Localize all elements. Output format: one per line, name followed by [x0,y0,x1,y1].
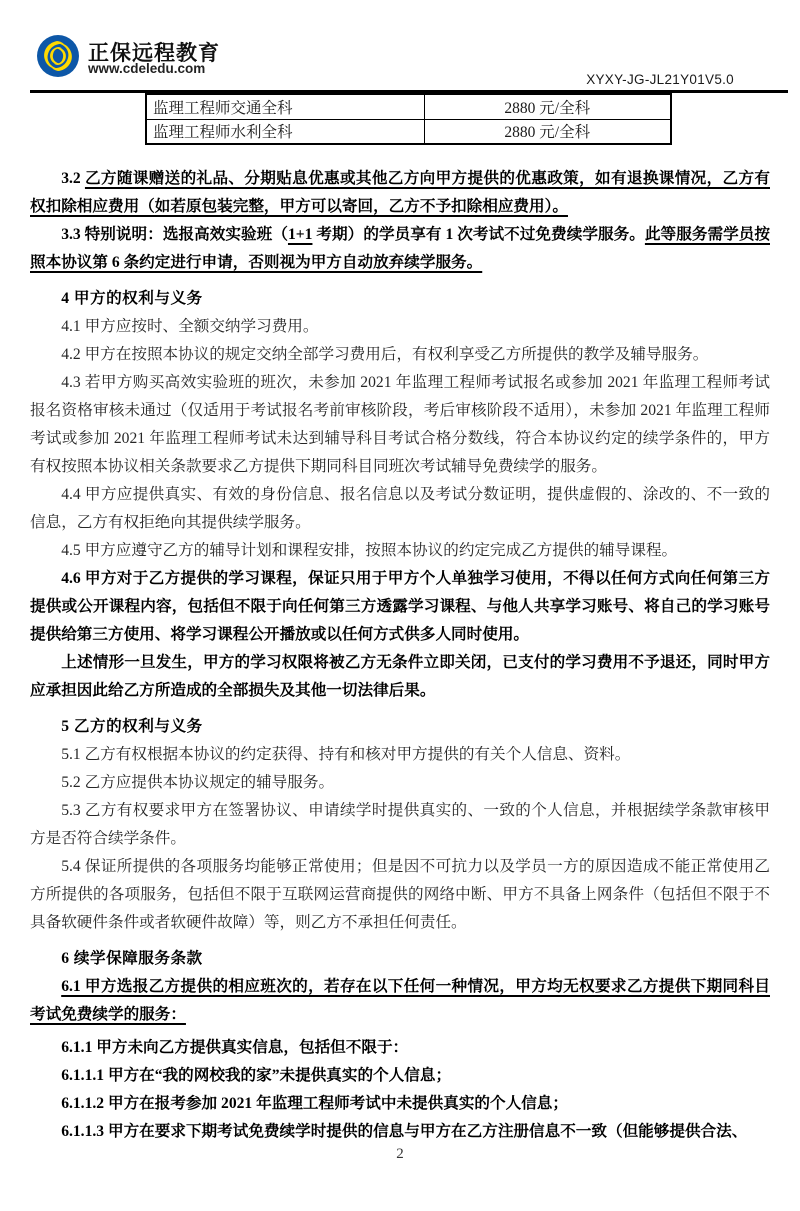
course-name-cell: 监理工程师水利全科 [146,119,424,144]
paragraph-4-3 [30,369,770,481]
paragraph-4-5 [30,537,770,565]
text-segment: 考期）的学员享有 1 次考试不过免费续学服务。 [312,226,645,243]
course-name-cell: 监理工程师交通全科 [146,94,424,119]
text-segment: 6 续学保障服务条款 [61,950,203,967]
text-segment: 6.1.1.1 甲方在“我的网校我的家”未提供真实的个人信息； [61,1067,452,1084]
doc-code: XYXY-JG-JL21Y01V5.0 [586,72,734,87]
underlined-text: 6.1 甲方选报乙方提供的相应班次的，若存在以下任何一种情况，甲方均无权要求乙方提供下期同科目考试免费续学的服务： [30,978,770,1023]
underlined-text: 此等服务需学员按照本协议第 6 条约定进行申请，否则视为甲方自动放弃续学服务。 [30,226,770,271]
text-segment: 4 甲方的权利与义务 [61,290,203,307]
paragraph-6-1 [30,973,770,1029]
text-segment: 4.6 甲方对于乙方提供的学习课程，保证只用于甲方个人单独学习使用，不得以任何方式向任何第三方提供或公开课程内容，包括但不限于向任何第三方透露学习课程、与他人共享学习账号、将自己的学习账号提供给第三方使用、将学习课程公开播放或以任何方式供多人同时使用。 [30,570,770,643]
paragraph-4-2 [30,341,770,369]
text-segment: 5 乙方的权利与义务 [61,718,203,735]
page-number: 2 [396,1146,404,1162]
underlined-text: 1+1 [287,226,313,243]
course-price-cell: 2880 元/全科 [424,119,671,144]
text-segment: 4.4 甲方应提供真实、有效的身份信息、报名信息以及考试分数证明，提供虚假的、涂改的、不一致的信息，乙方有权拒绝向其提供续学服务。 [30,486,770,531]
paragraph-heading-5 [30,713,770,741]
text-segment: 3.2 [61,170,85,187]
paragraph-5-2 [30,769,770,797]
paragraph-6-1-1-1 [30,1062,770,1090]
paragraph-5-4 [30,853,770,937]
text-segment: 3.3 特别说明：选报高效实验班（ [61,226,288,243]
text-segment: 5.1 乙方有权根据本协议的约定获得、持有和核对甲方提供的有关个人信息、资料。 [61,746,631,763]
paragraph-heading-4 [30,285,770,313]
brand-url: www.cdeledu.com [88,61,206,76]
text-segment: 上述情形一旦发生，甲方的学习权限将被乙方无条件立即关闭，已支付的学习费用不予退还，同时甲方应承担因此给乙方所造成的全部损失及其他一切法律后果。 [30,654,770,699]
paragraph-4-6 [30,565,770,649]
text-segment: 5.3 乙方有权要求甲方在签署协议、申请续学时提供真实的、一致的个人信息，并根据续学条款审核甲方是否符合续学条件。 [30,802,770,847]
paragraph-3-2 [30,165,770,221]
text-segment: 4.1 甲方应按时、全额交纳学习费用。 [61,318,319,335]
course-price-cell: 2880 元/全科 [424,94,671,119]
text-segment: 5.2 乙方应提供本协议规定的辅导服务。 [61,774,335,791]
paragraph-6-1-1-2 [30,1090,770,1118]
text-segment: 5.4 保证所提供的各项服务均能够正常使用；但是因不可抗力以及学员一方的原因造成不能正常使用乙方所提供的各项服务，包括但不限于互联网运营商提供的网络中断、甲方不具备上网条件（包括但不限于不具备软硬件条件或者软硬件故障）等，则乙方不承担任何责任。 [30,858,770,931]
paragraph-4-1 [30,313,770,341]
underlined-text: 乙方随课赠送的礼品、分期贴息优惠或其他乙方向甲方提供的优惠政策，如有退换课情况，乙方有权扣除相应费用（如若原包装完整，甲方可以寄回，乙方不予扣除相应费用）。 [30,170,770,215]
contract-body [30,165,770,1146]
brand-logo-icon [37,35,79,77]
paragraph-6-1-1-3 [30,1118,770,1146]
paragraph-heading-6 [30,945,770,973]
table-row [146,119,671,144]
text-segment: 6.1.1.3 甲方在要求下期考试免费续学时提供的信息与甲方在乙方注册信息不一致（但能够提供合法、 [61,1123,748,1140]
text-segment: 6.1.1 甲方未向乙方提供真实信息，包括但不限于： [61,1039,409,1056]
text-segment: 4.2 甲方在按照本协议的规定交纳全部学习费用后，有权利享受乙方所提供的教学及辅导服务。 [61,346,709,363]
text-segment: 4.5 甲方应遵守乙方的辅导计划和课程安排，按照本协议的约定完成乙方提供的辅导课程。 [61,542,678,559]
text-segment: 4.3 若甲方购买高效实验班的班次，未参加 2021 年监理工程师考试报名或参加 2021 年监理工程师考试报名资格审核未通过（仅适用于考试报名考前审核阶段，考后审核阶段不适用），未参加 2021 年监理工程师考试或参加 2021 年监理工程师考试未达到辅导科目考试合格分数线，符合本协议约定的续学条件的，甲方有权按照本协议相关条款要求乙方提供下期同科目同班次考试辅导免费续学的服务。 [30,374,770,475]
price-table [145,93,672,145]
paragraph-4-6-note [30,649,770,705]
text-segment: 6.1.1.2 甲方在报考参加 2021 年监理工程师考试中未提供真实的个人信息； [61,1095,568,1112]
paragraph-5-1 [30,741,770,769]
paragraph-3-3 [30,221,770,277]
paragraph-4-4 [30,481,770,537]
brand-name: 正保远程教育 [88,42,220,65]
table-row [146,94,671,119]
paragraph-5-3 [30,797,770,853]
paragraph-6-1-1 [30,1034,770,1062]
